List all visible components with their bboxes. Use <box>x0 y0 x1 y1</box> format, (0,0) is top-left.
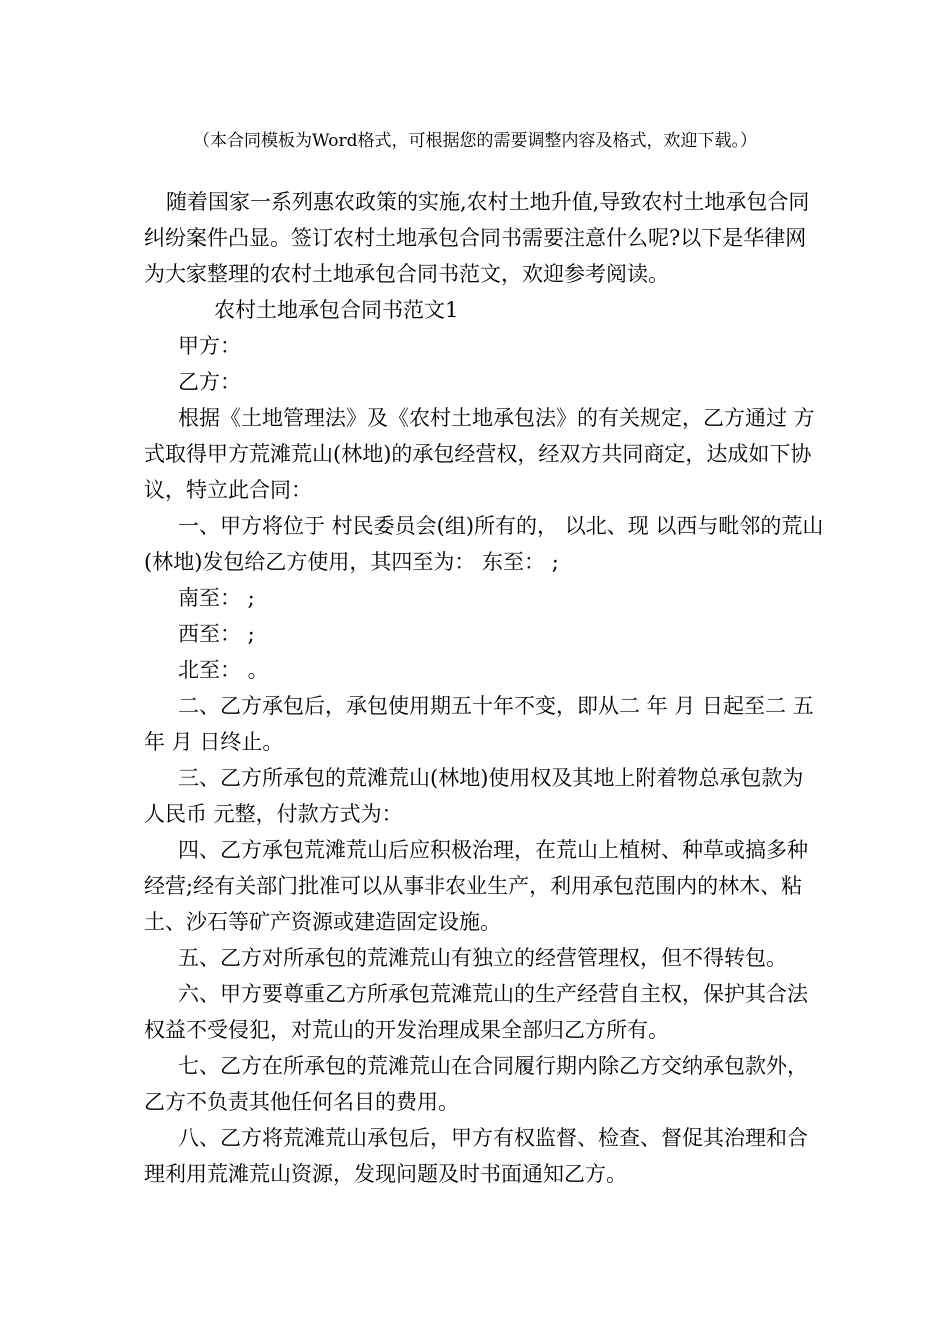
clause-7: 七、乙方在所承包的荒滩荒山在合同履行期内除乙方交纳承包款外，乙方不负责其他任何名目的费用。 <box>144 1054 808 1114</box>
template-note: （本合同模板为Word格式，可根据您的需要调整内容及格式，欢迎下载。） <box>192 131 758 151</box>
boundary-west: 西至： ; <box>178 622 255 646</box>
clause-6: 六、甲方要尊重乙方所承包荒滩荒山的生产经营自主权，保护其合法权益不受侵犯，对荒山的开发治理成果全部归乙方所有。 <box>144 982 808 1042</box>
clause-3: 三、乙方所承包的荒滩荒山(林地)使用权及其地上附着物总承包款为人民币 元整，付款方式为： <box>144 766 804 826</box>
clause-5: 五、乙方对所承包的荒滩荒山有独立的经营管理权，但不得转包。 <box>178 946 787 970</box>
preamble-paragraph: 根据《土地管理法》及《农村土地承包法》的有关规定，乙方通过 方式取得甲方荒滩荒山(林地)的承包经营权，经双方共同商定，达成如下协议，特立此合同： <box>144 406 815 502</box>
party-b-line: 乙方： <box>178 370 241 394</box>
intro-paragraph: 随着国家一系列惠农政策的实施,农村土地升值,导致农村土地承包合同纠纷案件凸显。签订农村土地承包合同书需要注意什么呢?以下是华律网为大家整理的农村土地承包合同书范文，欢迎参考阅读。 <box>144 190 810 286</box>
boundary-south: 南至： ; <box>178 586 255 610</box>
boundary-north: 北至： 。 <box>178 658 269 682</box>
party-a-line: 甲方： <box>178 334 241 358</box>
clause-1: 一、甲方将位于 村民委员会(组)所有的， 以北、现 以西与毗邻的荒山(林地)发包给乙方使用，其四至为： 东至： ; <box>144 514 824 574</box>
document-body <box>144 184 824 1192</box>
clause-8: 八、乙方将荒滩荒山承包后，甲方有权监督、检查、督促其治理和合理利用荒滩荒山资源，发现问题及时书面通知乙方。 <box>144 1126 808 1186</box>
clause-4: 四、乙方承包荒滩荒山后应积极治理，在荒山上植树、种草或搞多种经营;经有关部门批准可以从事非农业生产，利用承包范围内的林木、粘土、沙石等矿产资源或建造固定设施。 <box>144 838 808 934</box>
contract-title: 农村土地承包合同书范文1 <box>214 298 459 322</box>
clause-2: 二、乙方承包后，承包使用期五十年不变，即从二 年 月 日起至二 五 年 月 日终止。 <box>144 694 814 754</box>
